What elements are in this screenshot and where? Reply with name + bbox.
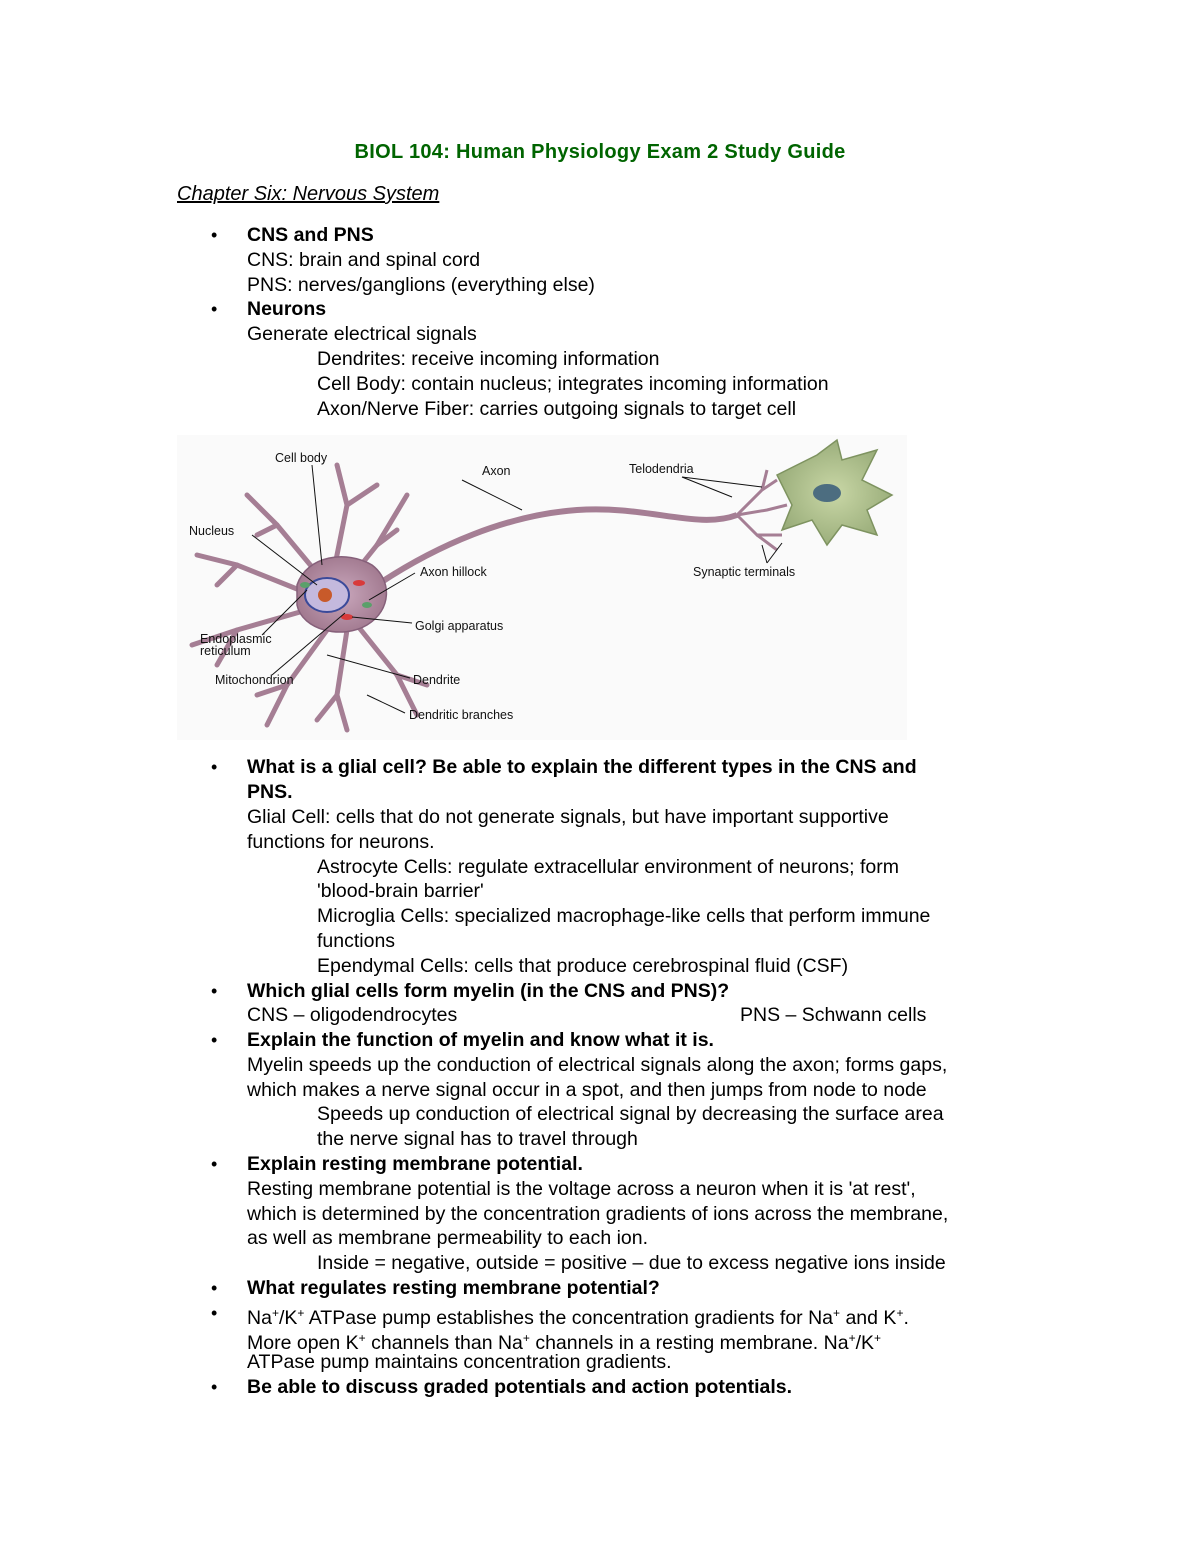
text-line: Astrocyte Cells: regulate extracellular environment of neurons; form (317, 856, 900, 878)
label-axon-hillock: Axon hillock (420, 565, 487, 579)
target-nucleus (813, 484, 841, 502)
bullet-icon: • (211, 757, 218, 777)
neuron-diagram (177, 435, 907, 740)
bullet-icon: • (211, 1030, 218, 1050)
label-endoplasmic-reticulum-2: reticulum (200, 644, 251, 658)
text-line: Cell Body: contain nucleus; integrates incoming information (317, 373, 829, 395)
label-nucleus: Nucleus (189, 524, 235, 538)
bullet-icon: • (211, 225, 218, 245)
text-line: as well as membrane permeability to each ion. (247, 1227, 649, 1249)
mitochondrion (353, 580, 365, 586)
text-line: Dendrites: receive incoming information (317, 348, 660, 370)
heading-regulates: What regulates resting membrane potential? (247, 1277, 660, 1299)
heading-myelin-cells: Which glial cells form myelin (in the CNS and PNS)? (247, 980, 730, 1002)
label-endoplasmic-reticulum-1: Endoplasmic (200, 632, 272, 646)
text-pns: PNS – Schwann cells (740, 1004, 927, 1026)
heading-cns-pns: CNS and PNS (247, 224, 374, 246)
heading-myelin-function: Explain the function of myelin and know what it is. (247, 1029, 714, 1051)
text-line: functions (317, 930, 396, 952)
text-line: which is determined by the concentration gradients of ions across the membrane, (247, 1203, 949, 1225)
text-line: Ependymal Cells: cells that produce cerebrospinal fluid (CSF) (317, 955, 849, 977)
heading-glial: What is a glial cell? Be able to explain the different types in the CNS and (247, 756, 917, 778)
label-mitochondrion: Mitochondrion (215, 673, 294, 687)
heading-resting-potential: Explain resting membrane potential. (247, 1153, 583, 1175)
heading-neurons: Neurons (247, 298, 327, 320)
nucleolus (318, 588, 332, 602)
text-line: Speeds up conduction of electrical signal by decreasing the surface area (317, 1103, 944, 1125)
text-line: the nerve signal has to travel through (317, 1128, 638, 1150)
text-line: Axon/Nerve Fiber: carries outgoing signals to target cell (317, 398, 797, 420)
text-line: Generate electrical signals (247, 323, 477, 345)
text-line: Resting membrane potential is the voltage across a neuron when it is 'at rest', (247, 1178, 916, 1200)
chapter-heading: Chapter Six: Nervous System (177, 183, 440, 205)
text-line: Inside = negative, outside = positive – due to excess negative ions inside (317, 1252, 946, 1274)
text-na-k-pump-1: Na+/K+ ATPase pump establishes the concentration gradients for Na+ and K+. (247, 1306, 909, 1329)
text-line: Glial Cell: cells that do not generate signals, but have important supportive (247, 806, 889, 828)
text-line: which makes a nerve signal occur in a spot, and then jumps from node to node (247, 1079, 927, 1101)
bullet-icon: • (211, 1303, 218, 1323)
page-title: BIOL 104: Human Physiology Exam 2 Study Guide (354, 141, 846, 163)
label-synaptic-terminals: Synaptic terminals (693, 565, 796, 579)
text-line: PNS: nerves/ganglions (everything else) (247, 274, 595, 296)
text-line: functions for neurons. (247, 831, 435, 853)
text-line: 'blood-brain barrier' (317, 880, 484, 902)
label-telodendria: Telodendria (629, 462, 694, 476)
bullet-icon: • (211, 299, 218, 319)
text-line: Microglia Cells: specialized macrophage-like cells that perform immune (317, 905, 931, 927)
heading-graded-action: Be able to discuss graded potentials and action potentials. (247, 1376, 793, 1398)
label-dendritic-branches: Dendritic branches (409, 708, 514, 722)
bullet-icon: • (211, 1377, 218, 1397)
golgi-apparatus (362, 602, 372, 608)
text-line: Myelin speeds up the conduction of electrical signals along the axon; forms gaps, (247, 1054, 948, 1076)
golgi-apparatus (300, 582, 310, 588)
text-line: ATPase pump maintains concentration gradients. (247, 1351, 672, 1373)
text-cns: CNS – oligodendrocytes (247, 1004, 458, 1026)
text-line: CNS: brain and spinal cord (247, 249, 481, 271)
label-cell-body: Cell body (275, 451, 328, 465)
label-dendrite: Dendrite (413, 673, 461, 687)
heading-glial-cont: PNS. (247, 781, 293, 803)
text-na-k-pump-2: More open K+ channels than Na+ channels in a resting membrane. Na+/K+ (247, 1331, 882, 1354)
bullet-icon: • (211, 981, 218, 1001)
bullet-icon: • (211, 1154, 218, 1174)
label-axon: Axon (482, 464, 511, 478)
label-golgi-apparatus: Golgi apparatus (415, 619, 504, 633)
bullet-icon: • (211, 1278, 218, 1298)
